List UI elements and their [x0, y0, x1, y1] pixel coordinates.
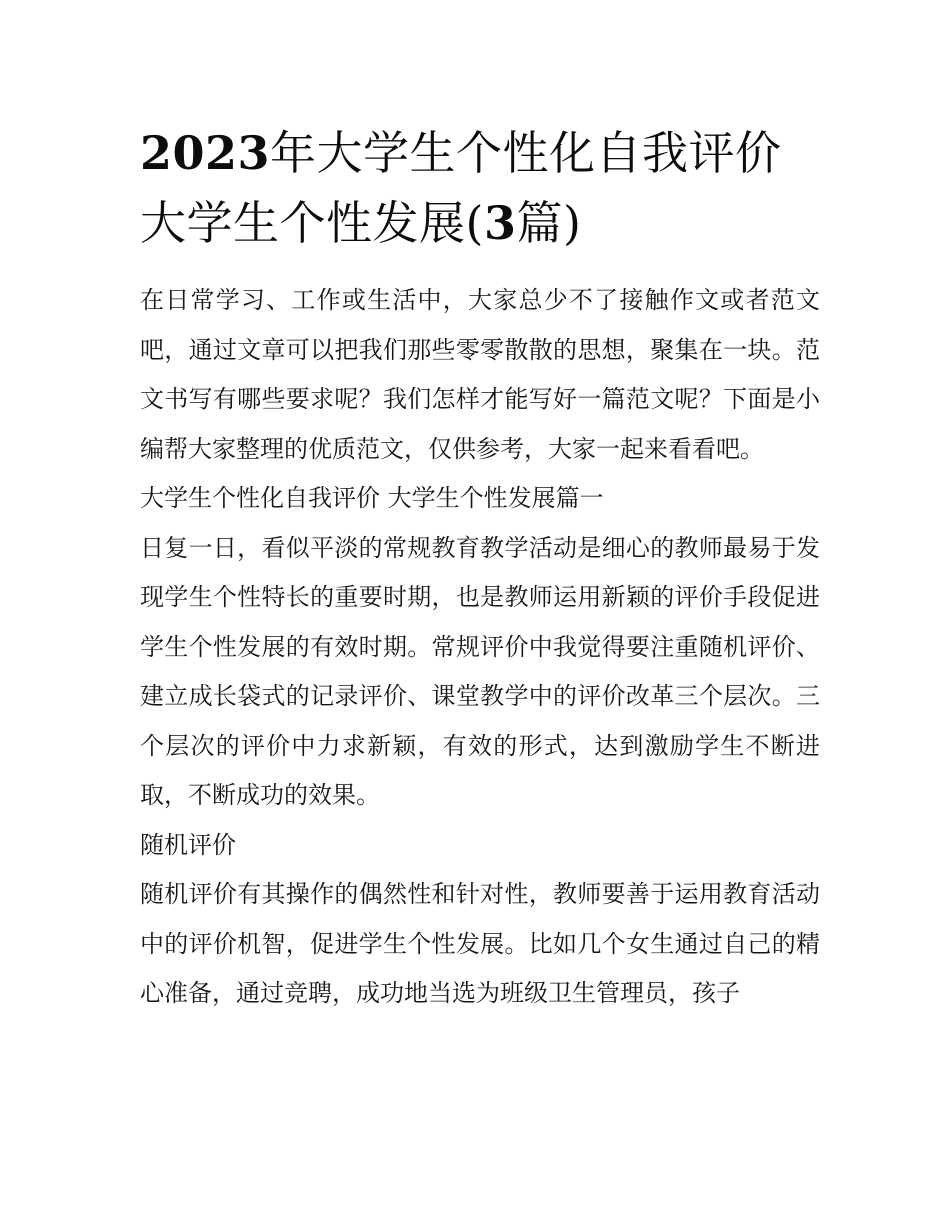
section-heading-1: 大学生个性化自我评价 大学生个性发展篇一 [140, 484, 604, 512]
subheading-random-evaluation: 随机评价 [140, 830, 236, 859]
title-line-2 [140, 196, 581, 250]
title-year: 2023 [140, 126, 271, 180]
document-title [140, 118, 820, 258]
document-body [140, 276, 820, 1019]
body-paragraph-2: 随机评价有其操作的偶然性和针对性，教师要善于运用教育活动中的评价机智，促进学生个性发展。比如几个女生通过自己的精心准备，通过竞聘，成功地当选为班级卫生管理员，孩子 [140, 880, 820, 1007]
intro-paragraph: 在日常学习、工作或生活中，大家总少不了接触作文或者范文吧，通过文章可以把我们那些零零散散的思想，聚集在一块。范文书写有哪些要求呢？我们怎样才能写好一篇范文呢？下面是小编帮大家整理的优质范文，仅供参考，大家一起来看看吧。 [140, 286, 820, 463]
title-line-1 [140, 126, 782, 180]
title-line-2-text: 大学生个性发展( [140, 196, 484, 250]
title-line-1-rest: 年大学生个性化自我评价 [270, 126, 782, 180]
title-line-2-end: 篇) [516, 196, 582, 250]
body-paragraph-1: 日复一日，看似平淡的常规教育教学活动是细心的教师最易于发现学生个性特长的重要时期，也是教师运用新颖的评价手段促进学生个性发展的有效时期。常规评价中我觉得要注重随机评价、建立成长袋式的记录评价、课堂教学中的评价改革三个层次。三个层次的评价中力求新颖，有效的形式，达到激励学生不断进取，不断成功的效果。 [140, 533, 820, 809]
title-count: 3 [483, 196, 517, 250]
